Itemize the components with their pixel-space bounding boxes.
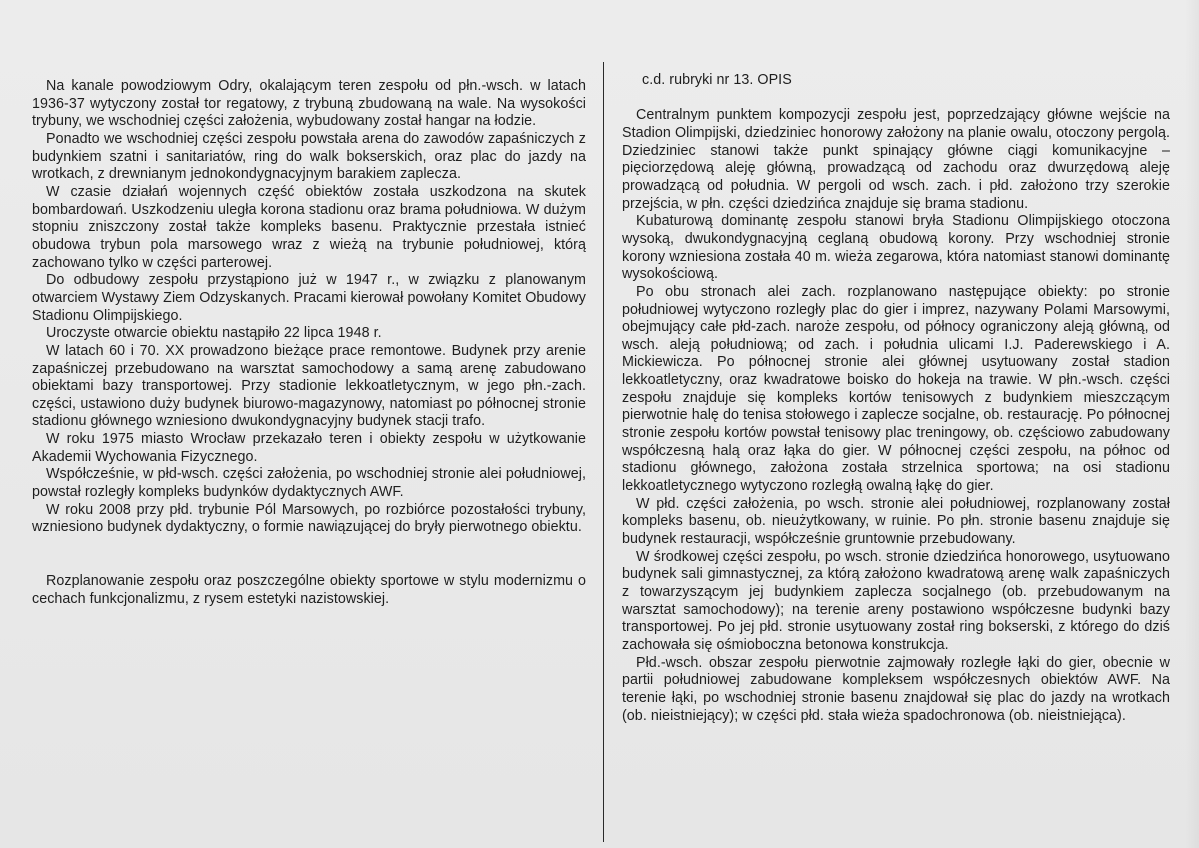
paragraph: W roku 2008 przy płd. trybunie Pól Marsowych, po rozbiórce pozostałości trybuny, wzniesiono budynek dydaktyczny, o formie nawiązującej do bryły pierwotnego obiektu. bbox=[32, 501, 586, 536]
paragraph: W czasie działań wojennych część obiektów została uszkodzona na skutek bombardowań. Uszkodzeniu uległa korona stadionu oraz brama południowa. W dużym stopniu zniszczony został także kompleks basenu. Praktycznie przestała istnieć obudowa trybun pola marsowego wraz z wieżą na trybunie południowej, którą zachowano tylko w części parterowej. bbox=[32, 183, 586, 271]
paragraph: Uroczyste otwarcie obiektu nastąpiło 22 lipca 1948 r. bbox=[46, 325, 382, 342]
paragraph: Centralnym punktem kompozycji zespołu jest, poprzedzający główne wejście na Stadion Olimpijski, dziedziniec honorowy założony na planie owalu, otoczony pergolą. Dziedziniec stanowi także punkt spinający główne ciągi komunikacyjne – pięciorzędową aleję główną, prowadzącą od zachodu oraz dwurzędową aleję prowadzącą od południa. W pergoli od wsch. zach. i płd. założono trzy szerokie przejścia, w płn. części dziedzińca znajduje się brama stadionu. bbox=[622, 107, 1170, 212]
paragraph: Na kanale powodziowym Odry, okalającym teren zespołu od płn.-wsch. w latach 1936-37 wytyczony został tor regatowy, z trybuną zbudowaną na wale. Na wysokości trybuny, we wschodniej części założenia, wybudowany został hangar na łodzie. bbox=[32, 78, 586, 130]
paragraph: W środkowej części zespołu, po wsch. stronie dziedzińca honorowego, usytuowano budynek sali gimnastycznej, za którą założono kwadratową arenę walk zapaśniczych z towarzyszącym jej budynkiem zaplecza socjalnego (ob. przebudowanym na warsztat samochodowy); na terenie areny postawiono współczesne budynki bazy transportowej. Po jej płd. stronie usytuowany został ring bokserski, z którego do dziś zachowała się ośmioboczna betonowa konstrukcja. bbox=[622, 548, 1170, 653]
column-divider bbox=[603, 62, 604, 842]
spacer bbox=[622, 90, 1170, 108]
spacer bbox=[32, 537, 586, 573]
paragraph: W roku 1975 miasto Wrocław przekazało teren i obiekty zespołu w użytkowanie Akademii Wychowania Fizycznego. bbox=[32, 431, 586, 465]
left-column bbox=[32, 78, 586, 608]
paragraph: Współcześnie, w płd-wsch. części założenia, po wschodniej stronie alei południowej, powstał rozległy kompleks budynków dydaktycznych AWF. bbox=[32, 466, 586, 501]
paragraph: W latach 60 i 70. XX prowadzono bieżące prace remontowe. Budynek przy arenie zapaśniczej przebudowano na warsztat samochodowy a samą arenę zabudowano obiektami bazy transportowej. Przy stadionie lekkoatletycznym, w jego płn.-zach. części, ustawiono duży budynek biurowo-magazynowy, natomiast po północnej stronie stadionu głównego wzniesiono dwukondygnacyjny budynek stacji trafo. bbox=[32, 342, 586, 430]
paragraph: Do odbudowy zespołu przystąpiono już w 1947 r., w związku z planowanym otwarciem Wystawy Ziem Odzyskanych. Pracami kierował powołany Komitet Obudowy Stadionu Olimpijskiego. bbox=[32, 272, 586, 324]
paragraph: Płd.-wsch. obszar zespołu pierwotnie zajmowały rozległe łąki do gier, obecnie w partii południowej zabudowane kompleksem współczesnych obiektów AWF. Na terenie łąki, po wschodniej stronie basenu znajdował się plac do jazdy na wrotkach (ob. nieistniejący); w części płd. stała wieża spadochronowa (ob. nieistniejąca). bbox=[622, 654, 1170, 724]
paragraph: Po obu stronach alei zach. rozplanowano następujące obiekty: po stronie południowej wytyczono rozległy plac do gier i imprez, nazywany Polami Marsowymi, obejmujący całe płd-zach. naroże zespołu, od północy ograniczony aleją główną, od wsch. aleją południową; od zach. i południa ulicami I.J. Paderewskiego i A. Mickiewicza. Po północnej stronie alei głównej usytuowany został stadion lekkoatletyczny, oraz kwadratowe boisko do hokeja na trawie. W płn.-wsch. części zespołu znajduje się kompleks kortów tenisowych z budynkiem mieszczącym pierwotnie halę do tenisa stołowego i zaplecze socjalne, ob. restaurację. Po północnej stronie zespołu kortów powstał tenisowy plac treningowy, ob. częściowo zabudowany współczesną halą oraz łąka do gier. W północnej części zespołu, na północ od stadionu głównego, założona została strzelnica sportowa; na osi stadionu lekkoatletycznego wytyczono rozległą owalną łąkę do gier. bbox=[622, 283, 1170, 495]
paragraph: Ponadto we wschodniej części zespołu powstała arena do zawodów zapaśniczych z budynkiem szatni i sanitariatów, ring do walk bokserskich, oraz plac do jazdy na wrotkach, z drewnianym jednokondygnacyjnym barakiem zaplecza. bbox=[32, 130, 586, 183]
paragraph: W płd. części założenia, po wsch. stronie alei południowej, rozplanowany został kompleks basenu, ob. nieużytkowany, w ruinie. Po płn. stronie basenu znajduje się budynek restauracji, współcześnie gruntownie przebudowany. bbox=[622, 495, 1170, 548]
right-column bbox=[622, 72, 1170, 725]
paragraph: Kubaturową dominantę zespołu stanowi bryła Stadionu Olimpijskiego otoczona wysoką, dwukondygnacyjną ceglaną obudową korony. Przy wschodniej stronie korony wzniesiona została 40 m. wieża zegarowa, która natomiast stanowi dominantę wysokościową. bbox=[622, 213, 1170, 283]
scan-edge-shadow bbox=[1185, 0, 1199, 848]
closing-paragraph: Rozplanowanie zespołu oraz poszczególne obiekty sportowe w stylu modernizmu o cechach funkcjonalizmu, z rysem estetyki nazistowskiej. bbox=[32, 573, 586, 607]
continuation-heading: c.d. rubryki nr 13. OPIS bbox=[642, 72, 792, 88]
